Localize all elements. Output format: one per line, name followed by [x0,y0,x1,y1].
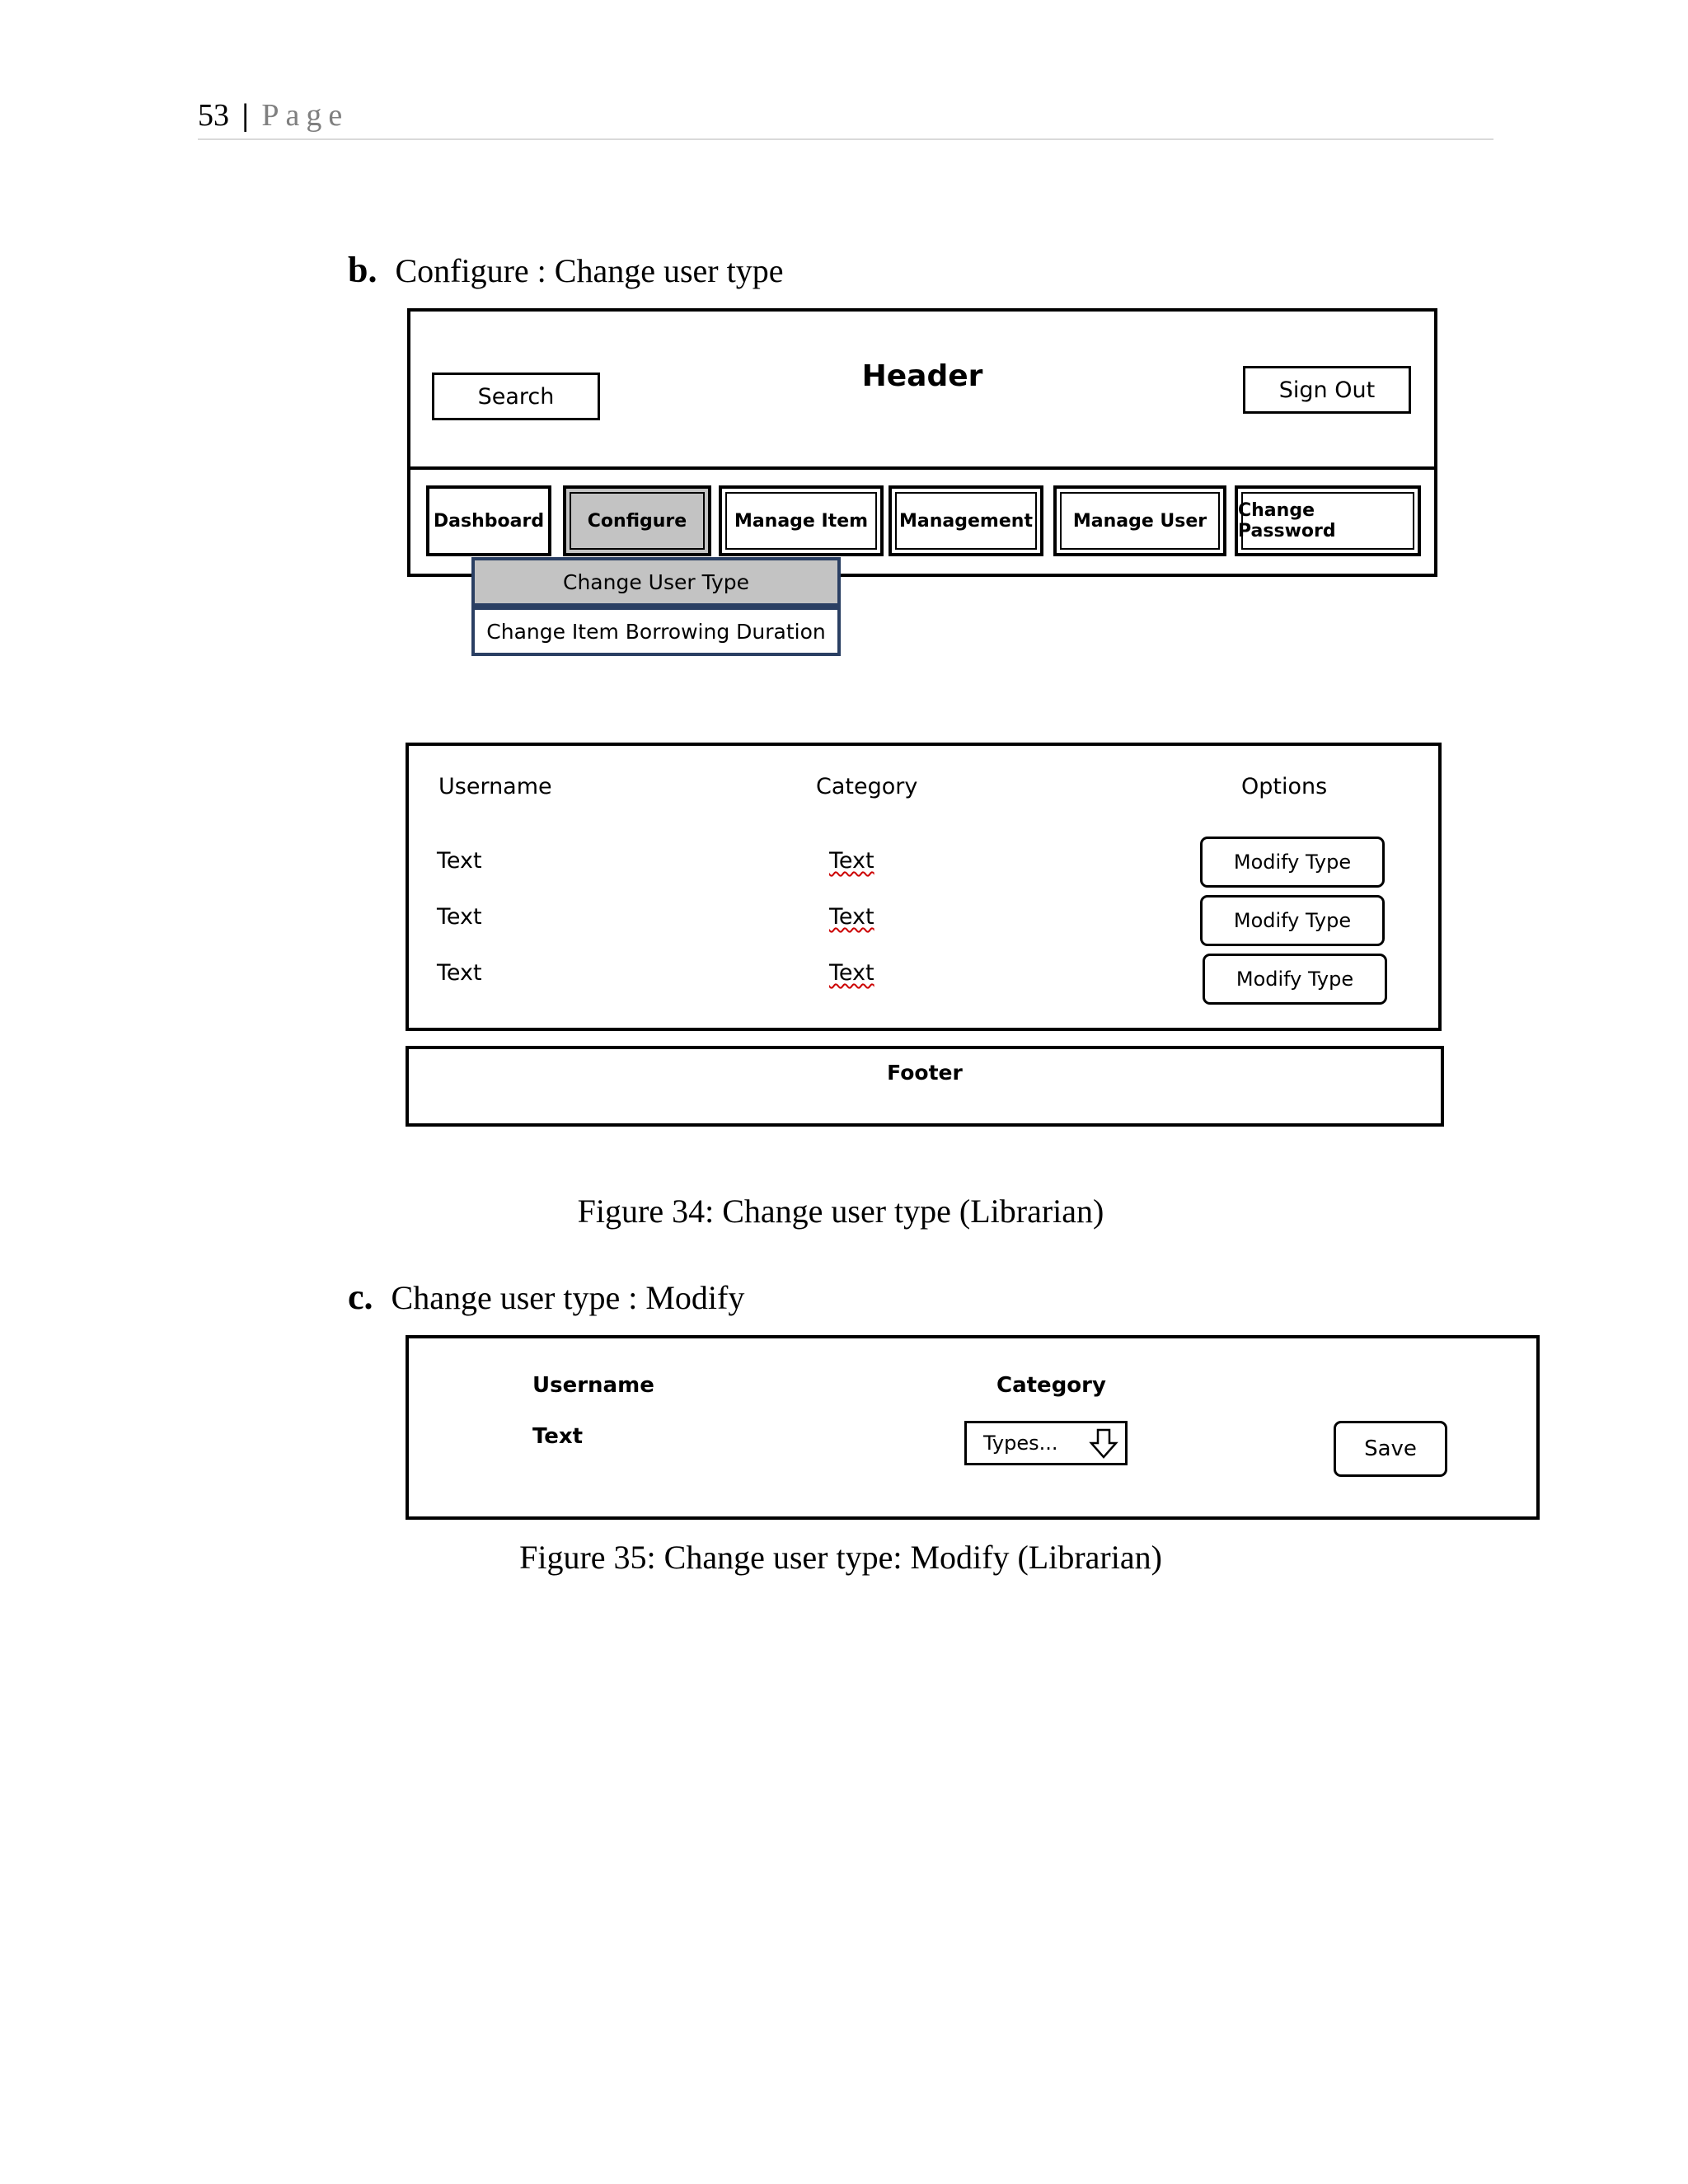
modify-type-button[interactable]: Modify Type [1203,954,1387,1005]
arrow-down-icon [1089,1427,1118,1465]
header-title: Header [861,359,983,393]
username-value: Text [532,1424,584,1449]
row-1-category: Text [829,848,874,874]
nav-manage-item[interactable]: Manage Item [719,485,884,556]
row-3-username: Text [437,960,482,986]
nav-dashboard[interactable]: Dashboard [426,485,551,556]
column-header-category: Category [816,774,918,799]
section-c-heading [348,1276,744,1318]
row-2-username: Text [437,904,482,930]
search-button[interactable]: Search [432,373,600,420]
row-3-category: Text [829,960,874,986]
category-select[interactable] [964,1421,1128,1465]
dropdown-item-change-borrowing-duration[interactable]: Change Item Borrowing Duration [471,607,841,656]
footer-label: Footer [887,1061,963,1085]
page-separator: | [241,98,249,133]
row-2-category: Text [829,904,874,930]
dropdown-item-change-user-type[interactable]: Change User Type [471,557,841,607]
save-button[interactable]: Save [1334,1421,1447,1477]
row-1-username: Text [437,848,482,874]
nav-management[interactable]: Management [889,485,1043,556]
nav-configure[interactable]: Configure [563,485,711,556]
section-b-letter: b. [348,250,377,290]
modify-form [406,1335,1540,1520]
user-table [406,743,1442,1031]
section-c-title: Change user type : Modify [391,1279,745,1316]
page-number: 53 [198,98,229,133]
nav-manage-user[interactable]: Manage User [1053,485,1226,556]
modify-type-button[interactable]: Modify Type [1200,895,1385,946]
column-header-username: Username [438,774,552,799]
category-select-value: Types... [983,1432,1058,1455]
page-label: Page [261,98,349,133]
nav-change-password[interactable]: Change Password [1235,485,1421,556]
modify-type-button[interactable]: Modify Type [1200,837,1385,888]
category-label: Category [996,1373,1106,1398]
section-b-title: Configure : Change user type [395,252,784,289]
header-wireframe [407,308,1437,470]
column-header-options: Options [1241,774,1328,799]
username-label: Username [532,1373,654,1398]
footer-wireframe [406,1046,1444,1127]
page-header [198,97,349,134]
figure-35-caption: Figure 35: Change user type: Modify (Librarian) [519,1539,1162,1576]
section-c-letter: c. [348,1277,373,1317]
header-rule [198,138,1493,140]
figure-34-caption: Figure 34: Change user type (Librarian) [577,1193,1104,1230]
sign-out-button[interactable]: Sign Out [1243,366,1411,414]
section-b-heading [348,249,783,291]
